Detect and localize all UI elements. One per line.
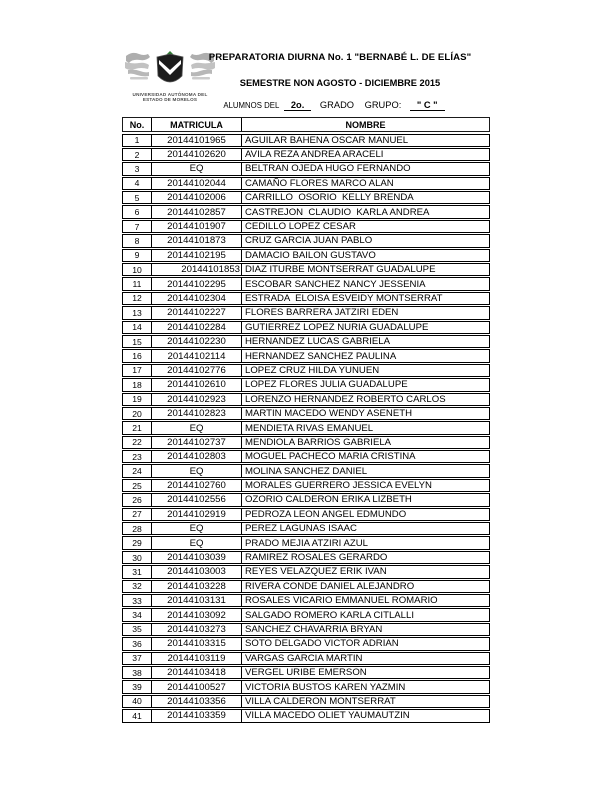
table-row — [122, 594, 490, 607]
row-nombre: SOTO DELGADO VICTOR ADRIAN — [245, 638, 399, 650]
table-row — [122, 508, 490, 521]
row-matricula: 20144103359 — [152, 710, 242, 721]
row-nombre: GUTIERREZ LOPEZ NURIA GUADALUPE — [245, 321, 429, 333]
table-row — [122, 479, 490, 492]
row-nombre: VARGAS GARCIA MARTIN — [245, 652, 363, 664]
table-row — [122, 177, 490, 190]
row-matricula: 20144102295 — [152, 278, 242, 289]
row-number: 37 — [123, 653, 152, 664]
row-number: 22 — [123, 437, 152, 448]
row-nombre: ESTRADA ELOISA ESVEIDY MONTSERRAT — [245, 292, 443, 304]
row-nombre: DIAZ ITURBE MONTSERRAT GUADALUPE — [245, 264, 436, 276]
column-header-matricula: MATRICULA — [152, 118, 242, 131]
table-row — [122, 148, 490, 161]
table-row — [122, 220, 490, 233]
row-number: 38 — [123, 667, 152, 678]
row-nombre: MARTIN MACEDO WENDY ASENETH — [245, 408, 413, 420]
row-nombre: MOGUEL PACHECO MARIA CRISTINA — [245, 451, 416, 463]
row-nombre: VILLA CALDERON MONTSERRAT — [245, 695, 396, 707]
row-matricula: 20144102823 — [152, 408, 242, 419]
table-row — [122, 652, 490, 665]
row-nombre: RIVERA CONDE DANIEL ALEJANDRO — [245, 580, 415, 592]
row-matricula: 20144103131 — [152, 595, 242, 606]
row-number: 28 — [123, 523, 152, 534]
row-number: 16 — [123, 350, 152, 361]
column-header-nombre: NOMBRE — [345, 119, 386, 130]
row-number: 25 — [123, 480, 152, 491]
row-matricula: 20144101907 — [152, 221, 242, 232]
row-nombre: PEREZ LAGUNAS ISAAC — [245, 523, 357, 535]
table-row — [122, 421, 490, 434]
row-matricula: 20144101965 — [152, 135, 242, 146]
row-matricula: 20144102803 — [152, 451, 242, 462]
row-number: 39 — [123, 681, 152, 692]
row-number: 4 — [123, 178, 152, 189]
row-number: 10 — [123, 264, 152, 275]
row-matricula: 20144103418 — [152, 667, 242, 678]
table-row — [122, 364, 490, 377]
row-matricula: 20144100527 — [152, 681, 242, 692]
table-row — [122, 565, 490, 578]
row-matricula: 20144102610 — [152, 379, 242, 390]
row-number: 3 — [123, 163, 152, 174]
table-row — [122, 666, 490, 679]
row-matricula: EQ — [152, 465, 242, 476]
roster-rows — [122, 134, 490, 723]
row-matricula: 20144102044 — [152, 178, 242, 189]
table-row — [122, 349, 490, 362]
row-number: 17 — [123, 365, 152, 376]
row-number: 27 — [123, 509, 152, 520]
row-nombre: LORENZO HERNANDEZ ROBERTO CARLOS — [245, 393, 446, 405]
table-row — [122, 277, 490, 290]
table-row — [122, 551, 490, 564]
row-nombre: LOPEZ CRUZ HILDA YUNUEN — [245, 364, 380, 376]
row-matricula: 20144102556 — [152, 494, 242, 505]
row-matricula: 20144102195 — [152, 250, 242, 261]
row-nombre: HERNANDEZ SANCHEZ PAULINA — [245, 350, 397, 362]
table-row — [122, 234, 490, 247]
row-matricula: 20144102304 — [152, 293, 242, 304]
table-row — [122, 263, 490, 276]
row-number: 19 — [123, 394, 152, 405]
row-nombre: PEDROZA LEON ANGEL EDMUNDO — [245, 508, 407, 520]
row-number: 41 — [123, 710, 152, 721]
row-number: 24 — [123, 465, 152, 476]
row-nombre: VERGEL URIBE EMERSON — [245, 667, 367, 679]
row-nombre: SALGADO ROMERO KARLA CITLALLI — [245, 609, 415, 621]
row-nombre: MOLINA SANCHEZ DANIEL — [245, 465, 368, 477]
row-nombre: CASTREJON CLAUDIO KARLA ANDREA — [245, 206, 430, 218]
row-matricula: EQ — [152, 163, 242, 174]
table-row — [122, 608, 490, 621]
table-row — [122, 249, 490, 262]
row-number: 18 — [123, 379, 152, 390]
row-number: 9 — [123, 250, 152, 261]
table-row — [122, 306, 490, 319]
row-matricula: EQ — [152, 523, 242, 534]
row-nombre: MENDIOLA BARRIOS GABRIELA — [245, 436, 392, 448]
table-row — [122, 321, 490, 334]
row-nombre: DAMACIO BAILON GUSTAVO — [245, 249, 376, 261]
semester-title: SEMESTRE NON AGOSTO - DICIEMBRE 2015 — [239, 78, 441, 88]
table-row — [122, 493, 490, 506]
row-nombre: AVILA REZA ANDREA ARACELI — [245, 149, 384, 161]
row-matricula: 20144102230 — [152, 336, 242, 347]
row-number: 33 — [123, 595, 152, 606]
row-nombre: CRUZ GARCIA JUAN PABLO — [245, 235, 373, 247]
row-matricula: 20144102737 — [152, 437, 242, 448]
school-title: PREPARATORIA DIURNA No. 1 "BERNABÉ L. DE ELÍAS" — [208, 52, 472, 63]
row-nombre: REYES VELAZQUEZ ERIK IVAN — [245, 566, 387, 578]
row-matricula: 20144103003 — [152, 566, 242, 577]
row-nombre: MENDIETA RIVAS EMANUEL — [245, 422, 374, 434]
row-matricula: 20144102776 — [152, 365, 242, 376]
row-nombre: CAMAÑO FLORES MARCO ALAN — [245, 177, 394, 189]
row-matricula: 20144103315 — [152, 638, 242, 649]
row-number: 35 — [123, 624, 152, 635]
row-matricula: 20144102006 — [152, 192, 242, 203]
row-matricula: 20144102760 — [152, 480, 242, 491]
row-matricula: 20144102919 — [152, 509, 242, 520]
table-row — [122, 536, 490, 549]
row-nombre: LOPEZ FLORES JULIA GUADALUPE — [245, 379, 408, 391]
row-nombre: ESCOBAR SANCHEZ NANCY JESSENIA — [245, 278, 426, 290]
row-number: 6 — [123, 206, 152, 217]
grade-blank-value: 2o. — [284, 100, 311, 111]
row-number: 36 — [123, 638, 152, 649]
table-row — [122, 407, 490, 420]
table-row — [122, 436, 490, 449]
row-matricula: 20144103356 — [152, 696, 242, 707]
row-number: 13 — [123, 307, 152, 318]
row-matricula: 20144103228 — [152, 581, 242, 592]
row-nombre: BELTRAN OJEDA HUGO FERNANDO — [245, 163, 411, 175]
row-number: 12 — [123, 293, 152, 304]
alumnos-del-label: ALUMNOS DEL — [223, 101, 280, 110]
header-titles — [188, 52, 492, 88]
row-number: 11 — [123, 278, 152, 289]
row-nombre: PRADO MEJIA ATZIRI AZUL — [245, 537, 368, 549]
row-number: 30 — [123, 552, 152, 563]
table-header-row — [122, 117, 490, 132]
grado-label: GRADO — [319, 100, 355, 110]
grade-group-line — [150, 100, 520, 111]
row-matricula: 20144103092 — [152, 609, 242, 620]
table-row — [122, 292, 490, 305]
column-header-no: No. — [123, 118, 152, 131]
row-number: 20 — [123, 408, 152, 419]
row-matricula: 20144102114 — [152, 350, 242, 361]
table-row — [122, 393, 490, 406]
row-number: 23 — [123, 451, 152, 462]
row-number: 29 — [123, 537, 152, 548]
row-nombre: CARRILLO OSORIO KELLY BRENDA — [245, 192, 414, 204]
row-number: 31 — [123, 566, 152, 577]
row-matricula: EQ — [152, 537, 242, 548]
row-number: 21 — [123, 422, 152, 433]
logo-caption-line1: UNIVERSIDAD AUTÓNOMA DEL — [132, 92, 208, 97]
row-number: 5 — [123, 192, 152, 203]
row-number: 26 — [123, 494, 152, 505]
row-matricula: 20144101873 — [152, 235, 242, 246]
row-number: 15 — [123, 336, 152, 347]
row-nombre: MORALES GUERRERO JESSICA EVELYN — [245, 480, 432, 492]
row-matricula: 20144102284 — [152, 322, 242, 333]
row-nombre: VICTORIA BUSTOS KAREN YAZMIN — [245, 681, 406, 693]
row-number: 1 — [123, 135, 152, 146]
table-row — [122, 450, 490, 463]
row-nombre: CEDILLO LOPEZ CESAR — [245, 221, 356, 233]
roster-table — [122, 117, 490, 724]
row-number: 2 — [123, 149, 152, 160]
table-row — [122, 623, 490, 636]
table-row — [122, 335, 490, 348]
row-nombre: SANCHEZ CHAVARRIA BRYAN — [245, 623, 383, 635]
table-row — [122, 162, 490, 175]
row-number: 14 — [123, 322, 152, 333]
row-number: 7 — [123, 221, 152, 232]
table-row — [122, 680, 490, 693]
row-number: 40 — [123, 696, 152, 707]
row-matricula: 20144102620 — [152, 149, 242, 160]
row-matricula: 20144103273 — [152, 624, 242, 635]
table-row — [122, 205, 490, 218]
table-row — [122, 134, 490, 147]
row-nombre: AGUILAR BAHENA OSCAR MANUEL — [245, 134, 409, 146]
table-row — [122, 464, 490, 477]
row-nombre: HERNANDEZ LUCAS GABRIELA — [245, 336, 391, 348]
row-nombre: FLORES BARRERA JATZIRI EDEN — [245, 307, 399, 319]
row-nombre: RAMIREZ ROSALES GERARDO — [245, 552, 388, 564]
row-matricula: 20144102227 — [152, 307, 242, 318]
row-nombre: OZORIO CALDERON ERIKA LIZBETH — [245, 494, 412, 506]
table-row — [122, 580, 490, 593]
table-row — [122, 191, 490, 204]
row-nombre: VILLA MACEDO OLIET YAUMAUTZIN — [245, 710, 410, 722]
row-number: 8 — [123, 235, 152, 246]
row-nombre: ROSALES VICARIO EMMANUEL ROMARIO — [245, 595, 438, 607]
row-matricula: 20144102857 — [152, 206, 242, 217]
group-blank-value: " C " — [410, 100, 445, 111]
table-row — [122, 378, 490, 391]
table-row — [122, 522, 490, 535]
table-row — [122, 709, 490, 722]
row-number: 32 — [123, 581, 152, 592]
row-number: 34 — [123, 609, 152, 620]
row-matricula: EQ — [152, 422, 242, 433]
row-matricula: 20144103039 — [152, 552, 242, 563]
grupo-label: GRUPO: — [364, 100, 402, 110]
logo-caption-line2: ESTADO DE MORELOS — [142, 97, 198, 103]
row-matricula: 20144103119 — [152, 653, 242, 664]
table-row — [122, 695, 490, 708]
row-matricula: 20144102923 — [152, 394, 242, 405]
table-row — [122, 637, 490, 650]
row-matricula: 20144101853 — [152, 264, 242, 275]
